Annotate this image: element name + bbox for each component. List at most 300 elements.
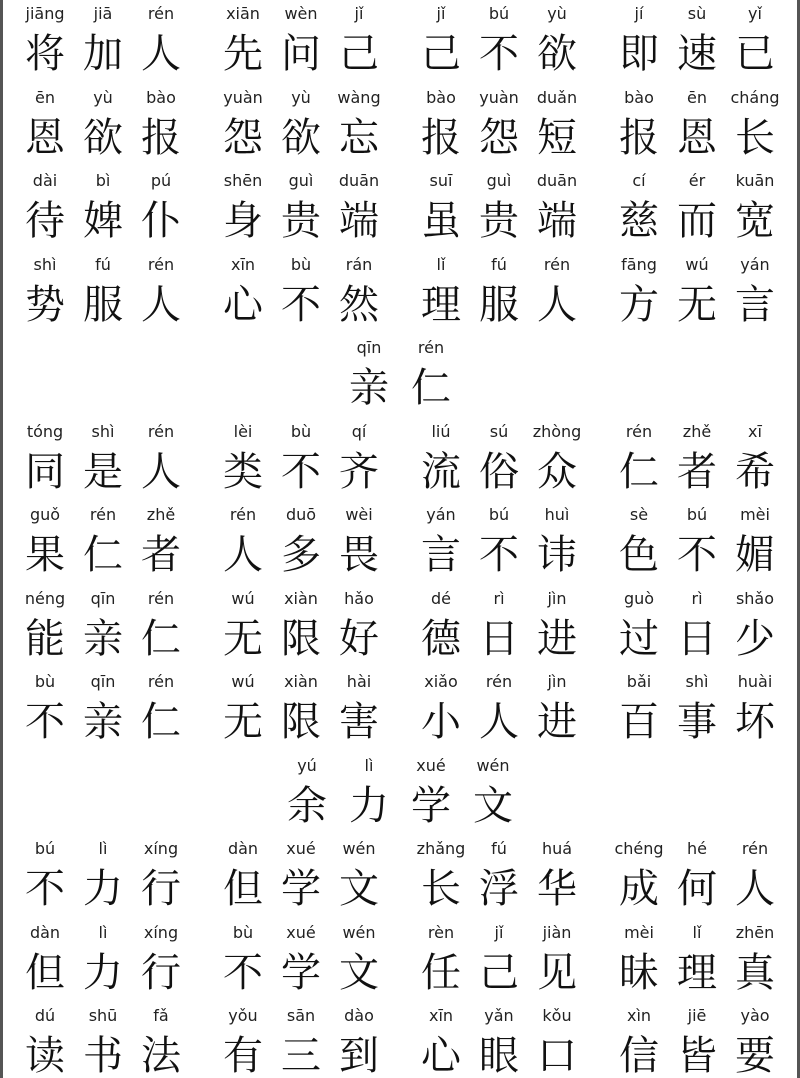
hanzi: 无 — [677, 281, 717, 328]
character-cell — [530, 668, 584, 751]
hanzi: 言 — [735, 281, 775, 328]
pinyin: fú — [491, 839, 507, 858]
character-cell — [76, 167, 130, 250]
pinyin: qí — [351, 421, 367, 441]
pinyin: wén — [342, 922, 376, 942]
pinyin: hǎo — [344, 588, 374, 608]
pinyin: sù — [687, 4, 707, 23]
pinyin: fāng — [621, 254, 657, 274]
hanzi: 过 — [619, 615, 659, 662]
character-cell — [274, 501, 328, 584]
character-cell — [530, 0, 584, 83]
pinyin: wú — [231, 588, 255, 608]
pinyin: shì — [33, 254, 57, 274]
character-cell — [332, 167, 386, 250]
verse-phrase — [216, 585, 386, 668]
character-cell — [472, 1002, 526, 1078]
verse-phrase — [216, 919, 386, 1002]
hanzi: 三 — [281, 1033, 321, 1078]
pinyin: duān — [536, 171, 578, 190]
character-cell — [274, 84, 328, 167]
hanzi: 不 — [281, 448, 321, 495]
character-cell — [18, 418, 72, 501]
hanzi: 仁 — [141, 699, 181, 745]
hanzi: 亲 — [83, 699, 123, 745]
hanzi: 信 — [619, 1033, 659, 1078]
hanzi: 人 — [141, 31, 181, 77]
verse-phrase — [612, 668, 782, 751]
pinyin: lǐ — [436, 254, 446, 274]
hanzi: 力 — [83, 866, 123, 912]
pinyin: yǒu — [228, 1006, 258, 1025]
pinyin: xué — [416, 755, 446, 775]
character-cell — [530, 251, 584, 334]
character-cell — [670, 835, 724, 918]
pinyin: xíng — [143, 839, 179, 858]
verse-phrase — [612, 1002, 782, 1078]
character-cell — [472, 919, 526, 1002]
pinyin: wèi — [345, 505, 373, 524]
hanzi: 限 — [281, 699, 321, 745]
pinyin: sè — [629, 505, 649, 524]
character-cell — [404, 752, 458, 835]
verse-phrase — [216, 84, 386, 167]
character-cell — [216, 1002, 270, 1078]
hanzi: 亲 — [83, 615, 123, 662]
character-cell — [472, 501, 526, 584]
hanzi: 华 — [537, 866, 577, 912]
hanzi: 方 — [619, 281, 659, 328]
hanzi: 眼 — [479, 1033, 519, 1078]
hanzi: 报 — [421, 114, 461, 161]
pinyin: pú — [150, 171, 172, 190]
verse-phrase — [216, 251, 386, 334]
pinyin: bì — [95, 171, 111, 190]
pinyin: lèi — [233, 421, 253, 441]
hanzi: 恩 — [25, 114, 65, 161]
hanzi: 待 — [25, 198, 65, 244]
character-cell — [18, 167, 72, 250]
character-cell — [414, 919, 468, 1002]
character-cell — [414, 84, 468, 167]
hanzi: 即 — [619, 31, 659, 77]
pinyin: rèn — [427, 922, 455, 942]
pinyin: fú — [491, 254, 507, 274]
pinyin: rì — [493, 588, 505, 608]
pinyin: hài — [346, 672, 372, 691]
verse-row — [18, 668, 782, 751]
character-cell — [728, 1002, 782, 1078]
section-title-row — [18, 334, 782, 417]
pinyin: lì — [98, 922, 108, 942]
character-cell — [274, 668, 328, 751]
pinyin: guì — [288, 171, 314, 190]
pinyin: shēn — [223, 171, 263, 190]
verse-phrase — [18, 919, 188, 1002]
hanzi: 要 — [735, 1033, 775, 1078]
pinyin: zhě — [682, 421, 712, 441]
verse-phrase — [18, 1002, 188, 1078]
hanzi: 欲 — [281, 114, 321, 161]
pinyin: dài — [32, 171, 58, 190]
pinyin: jiā — [93, 4, 113, 23]
pinyin: zhēn — [735, 922, 775, 942]
verse-phrase — [414, 835, 584, 918]
hanzi: 仁 — [411, 365, 451, 411]
hanzi: 己 — [421, 31, 461, 77]
verse-row — [18, 585, 782, 668]
character-cell — [472, 84, 526, 167]
pinyin: yù — [291, 87, 311, 107]
pinyin: qīn — [90, 588, 116, 608]
character-cell — [216, 501, 270, 584]
pinyin: guǒ — [29, 505, 61, 524]
hanzi: 能 — [25, 615, 65, 662]
verse-phrase — [18, 418, 188, 501]
pinyin: rén — [417, 338, 445, 357]
character-cell — [332, 919, 386, 1002]
character-cell — [472, 251, 526, 334]
pinyin: qīn — [356, 338, 382, 357]
pinyin: jiāng — [25, 4, 65, 23]
character-cell — [76, 418, 130, 501]
pinyin: xiàn — [284, 588, 318, 608]
pinyin: yù — [547, 4, 567, 23]
verse-phrase — [18, 585, 188, 668]
character-cell — [76, 585, 130, 668]
hanzi: 者 — [141, 532, 181, 578]
hanzi: 己 — [479, 949, 519, 996]
pinyin: cháng — [730, 87, 780, 107]
hanzi: 婢 — [83, 198, 123, 244]
verse-phrase — [414, 919, 584, 1002]
verse-phrase — [216, 501, 386, 584]
character-cell — [342, 752, 396, 835]
pinyin: cí — [632, 171, 646, 190]
verse-phrase — [414, 585, 584, 668]
pinyin: rén — [147, 672, 175, 691]
hanzi: 畏 — [339, 532, 379, 578]
verse-phrase — [216, 167, 386, 250]
character-cell — [530, 418, 584, 501]
hanzi: 身 — [223, 198, 263, 244]
pinyin: yào — [740, 1006, 770, 1025]
hanzi: 先 — [223, 31, 263, 77]
verse-row — [18, 0, 782, 83]
verse-phrase — [216, 0, 386, 83]
character-cell — [472, 668, 526, 751]
character-cell — [728, 585, 782, 668]
pinyin: fǎ — [153, 1006, 169, 1025]
hanzi: 欲 — [537, 31, 577, 77]
verse-phrase — [612, 919, 782, 1002]
pinyin: bào — [426, 87, 456, 107]
character-cell — [332, 835, 386, 918]
pinyin: yán — [740, 254, 770, 274]
character-cell — [76, 668, 130, 751]
character-cell — [472, 835, 526, 918]
verse-phrase — [414, 84, 584, 167]
hanzi: 人 — [479, 699, 519, 745]
pinyin: dú — [34, 1006, 56, 1025]
hanzi: 短 — [537, 114, 577, 161]
verse-phrase — [414, 0, 584, 83]
pinyin: sú — [489, 421, 509, 441]
character-cell — [332, 84, 386, 167]
section-title-row — [18, 752, 782, 835]
pinyin: rén — [147, 421, 175, 441]
verse-phrase — [414, 1002, 584, 1078]
character-cell — [728, 251, 782, 334]
pinyin: dào — [344, 1006, 374, 1025]
hanzi: 色 — [619, 532, 659, 578]
hanzi: 力 — [349, 782, 389, 829]
character-cell — [472, 418, 526, 501]
hanzi: 恩 — [677, 114, 717, 161]
pinyin: rén — [543, 254, 571, 274]
hanzi: 心 — [421, 1033, 461, 1078]
character-cell — [414, 1002, 468, 1078]
character-cell — [414, 251, 468, 334]
pinyin: xué — [286, 839, 316, 858]
character-cell — [472, 0, 526, 83]
hanzi: 日 — [479, 615, 519, 662]
pinyin: rén — [147, 254, 175, 274]
hanzi: 虽 — [421, 198, 461, 244]
hanzi: 果 — [25, 532, 65, 578]
verse-phrase — [18, 501, 188, 584]
verse-phrase — [414, 167, 584, 250]
pinyin: shǎo — [735, 588, 775, 608]
hanzi: 文 — [473, 782, 513, 829]
verse-phrase — [414, 668, 584, 751]
pinyin: guì — [486, 171, 512, 190]
hanzi: 德 — [421, 615, 461, 662]
character-cell — [670, 1002, 724, 1078]
pinyin: jìn — [547, 588, 567, 608]
hanzi: 害 — [339, 699, 379, 745]
pinyin: lì — [364, 755, 374, 775]
pinyin: xīn — [230, 254, 256, 274]
pinyin: duō — [285, 505, 317, 524]
character-cell — [332, 0, 386, 83]
hanzi: 问 — [281, 31, 321, 77]
character-cell — [670, 919, 724, 1002]
character-cell — [332, 668, 386, 751]
verse-phrase — [18, 84, 188, 167]
character-cell — [18, 84, 72, 167]
hanzi: 日 — [677, 615, 717, 662]
hanzi: 加 — [83, 31, 123, 77]
pinyin: zhě — [146, 505, 176, 524]
character-cell — [612, 919, 666, 1002]
character-cell — [76, 835, 130, 918]
pinyin: huá — [541, 839, 573, 858]
character-cell — [670, 84, 724, 167]
character-cell — [612, 585, 666, 668]
verse-phrase — [414, 501, 584, 584]
character-cell — [216, 0, 270, 83]
hanzi: 人 — [141, 281, 181, 328]
pinyin: rén — [229, 505, 257, 524]
character-cell — [134, 167, 188, 250]
hanzi: 学 — [281, 866, 321, 912]
verse-row — [18, 418, 782, 501]
pinyin: hé — [687, 839, 707, 858]
character-cell — [670, 0, 724, 83]
pinyin: mèi — [740, 505, 770, 524]
hanzi: 到 — [339, 1033, 379, 1078]
hanzi: 学 — [281, 949, 321, 996]
verse-phrase — [18, 668, 188, 751]
hanzi: 口 — [537, 1033, 577, 1078]
character-cell — [612, 1002, 666, 1078]
hanzi: 真 — [735, 949, 775, 996]
hanzi: 长 — [735, 114, 775, 161]
character-cell — [612, 0, 666, 83]
pinyin: duǎn — [536, 87, 578, 107]
hanzi: 贵 — [479, 198, 519, 244]
character-cell — [670, 585, 724, 668]
pinyin: jiē — [687, 1006, 707, 1025]
hanzi: 浮 — [479, 866, 519, 912]
pinyin: xiān — [226, 4, 260, 23]
pinyin: rén — [741, 839, 769, 858]
hanzi: 余 — [287, 782, 327, 829]
hanzi: 小 — [421, 699, 461, 745]
hanzi: 任 — [421, 949, 461, 996]
character-cell — [18, 668, 72, 751]
character-cell — [274, 919, 328, 1002]
hanzi: 怨 — [479, 114, 519, 161]
pinyin: zhǎng — [416, 839, 466, 858]
character-cell — [134, 668, 188, 751]
character-cell — [18, 0, 72, 83]
character-cell — [670, 167, 724, 250]
character-cell — [18, 835, 72, 918]
pinyin: jǐ — [354, 4, 364, 23]
character-cell — [530, 835, 584, 918]
character-cell — [414, 585, 468, 668]
hanzi: 进 — [537, 699, 577, 745]
pinyin: dàn — [29, 922, 61, 942]
verse-row — [18, 84, 782, 167]
character-cell — [274, 585, 328, 668]
hanzi: 昧 — [619, 949, 659, 996]
character-cell — [134, 0, 188, 83]
verse-phrase — [612, 167, 782, 250]
hanzi: 忘 — [339, 114, 379, 161]
character-cell — [612, 251, 666, 334]
character-cell — [414, 668, 468, 751]
hanzi: 成 — [619, 866, 659, 912]
hanzi: 已 — [735, 31, 775, 77]
pinyin: bù — [232, 922, 254, 942]
hanzi: 不 — [479, 31, 519, 77]
verse-phrase — [216, 835, 386, 918]
pinyin: tóng — [26, 421, 64, 441]
pinyin: bú — [34, 839, 56, 858]
pinyin: wú — [231, 672, 255, 691]
hanzi: 服 — [479, 281, 519, 328]
character-cell — [612, 668, 666, 751]
pinyin: rén — [147, 4, 175, 23]
character-cell — [530, 919, 584, 1002]
character-cell — [530, 84, 584, 167]
verse-phrase — [612, 0, 782, 83]
hanzi: 行 — [141, 866, 181, 912]
character-cell — [18, 585, 72, 668]
pinyin: bào — [624, 87, 654, 107]
pinyin: duān — [338, 171, 380, 190]
hanzi: 齐 — [339, 448, 379, 495]
hanzi: 皆 — [677, 1033, 717, 1078]
pinyin: rén — [485, 672, 513, 691]
character-cell — [612, 167, 666, 250]
pinyin: jí — [634, 4, 644, 23]
hanzi: 不 — [479, 532, 519, 578]
character-cell — [612, 84, 666, 167]
verse-phrase — [216, 418, 386, 501]
character-cell — [728, 418, 782, 501]
verse-row — [18, 167, 782, 250]
hanzi: 行 — [141, 949, 181, 996]
character-cell — [342, 334, 396, 417]
pinyin: qīn — [90, 672, 116, 691]
hanzi: 势 — [25, 281, 65, 328]
hanzi: 讳 — [537, 532, 577, 578]
hanzi: 长 — [421, 866, 461, 912]
hanzi: 而 — [677, 198, 717, 244]
character-cell — [670, 418, 724, 501]
pinyin: wèn — [284, 4, 318, 23]
character-cell — [76, 1002, 130, 1078]
character-cell — [134, 501, 188, 584]
hanzi: 无 — [223, 699, 263, 745]
pinyin: rén — [625, 421, 653, 441]
hanzi: 类 — [223, 448, 263, 495]
hanzi: 人 — [537, 281, 577, 328]
verse-phrase — [612, 585, 782, 668]
verse-row — [18, 1002, 782, 1078]
character-cell — [404, 334, 458, 417]
hanzi: 欲 — [83, 114, 123, 161]
verse-phrase — [18, 167, 188, 250]
verse-phrase — [612, 418, 782, 501]
hanzi: 好 — [339, 615, 379, 662]
hanzi: 端 — [537, 198, 577, 244]
hanzi: 希 — [735, 448, 775, 495]
character-cell — [414, 0, 468, 83]
character-cell — [18, 501, 72, 584]
pinyin: fú — [95, 254, 111, 274]
pinyin: rén — [89, 505, 117, 524]
character-cell — [332, 501, 386, 584]
pinyin: bù — [290, 254, 312, 274]
hanzi: 仁 — [619, 448, 659, 495]
hanzi: 报 — [619, 114, 659, 161]
pinyin: lì — [98, 839, 108, 858]
pinyin: kǒu — [542, 1006, 572, 1025]
hanzi: 有 — [223, 1033, 263, 1078]
character-cell — [134, 919, 188, 1002]
hanzi: 何 — [677, 866, 717, 912]
section-title — [342, 334, 458, 417]
character-cell — [134, 418, 188, 501]
hanzi: 无 — [223, 615, 263, 662]
character-cell — [18, 1002, 72, 1078]
verse-phrase — [612, 501, 782, 584]
